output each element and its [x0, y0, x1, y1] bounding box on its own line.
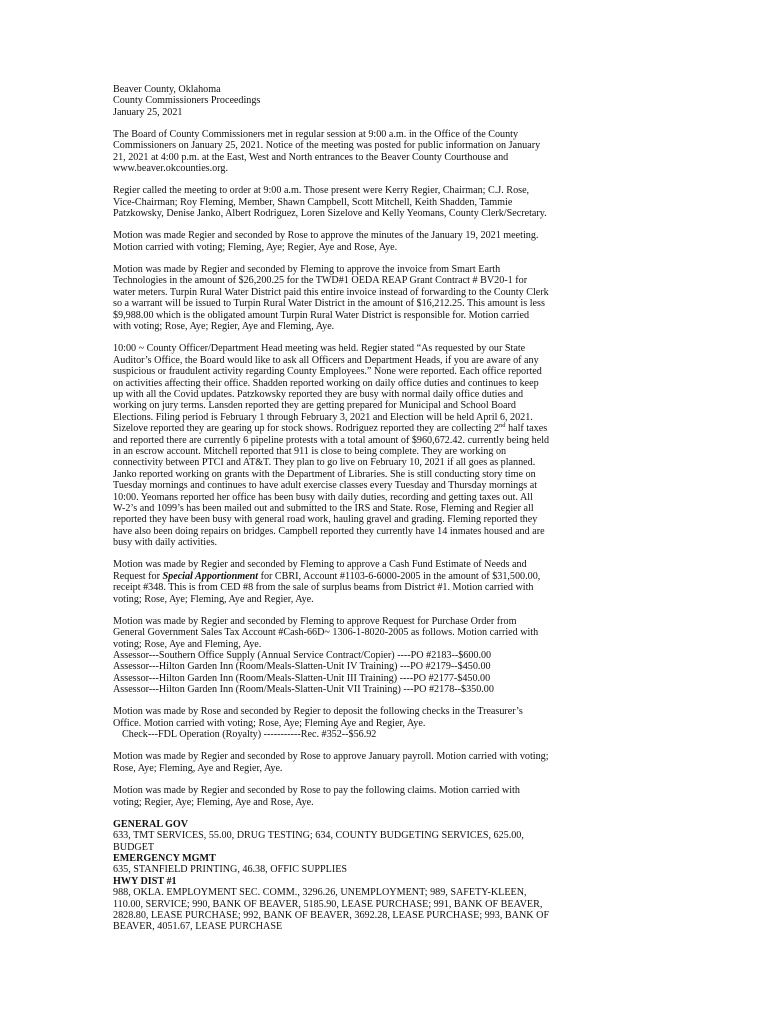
dept-head-line: suspicious or fraudulent activity regarding County Employees.” None were reported. Each office reported — [113, 366, 542, 378]
proceedings-title: County Commissioners Proceedings — [113, 95, 261, 107]
claims-motion-line: voting; Regier, Aye; Fleming, Aye and Rose, Aye. — [113, 796, 314, 808]
claim-line: BEAVER, 4051.67, LEASE PURCHASE — [113, 921, 283, 933]
special-apportionment-text: Special Apportionment — [162, 570, 259, 582]
minutes-line: Motion was made Regier and seconded by Rose to approve the minutes of the January 19, 2021 meeting. — [113, 230, 539, 242]
call-to-order-line: Regier called the meeting to order at 9:00 a.m. Those present were Kerry Regier, Chairman; C.J. Rose, — [113, 185, 530, 197]
dept-head-line: up with all the Covid updates. Patzkowsky reported they are busy with normal daily office duties and — [113, 388, 524, 400]
cash-fund-line: Motion was made by Regier and seconded by Fleming to approve a Cash Fund Estimate of Needs and — [113, 559, 527, 571]
invoice-line: so a warrant will be issued to Turpin Rural Water District in the amount of $16,212.25. This amount is less — [113, 298, 545, 310]
hwy-dist-heading: HWY DIST #1 — [113, 875, 177, 887]
invoice-line: with voting; Rose, Aye; Regier, Aye and Fleming, Aye. — [113, 321, 335, 333]
deposit-paragraph — [113, 706, 661, 740]
invoice-line: Technologies in the amount of $26,200.25 for the TWD#1 OEDA REAP Grant Contract # BV20-1 for — [113, 275, 528, 287]
claims-motion-paragraph — [113, 785, 661, 808]
cash-fund-line-emphasis — [113, 571, 661, 582]
dept-head-line: Tuesday mornings and continues to have adult exercise classes every Tuesday and Thursday mornings at — [113, 480, 538, 492]
minutes-line: Motion carried with voting; Fleming, Aye; Regier, Aye and Rose, Aye. — [113, 241, 398, 253]
claim-line: 633, TMT SERVICES, 55.00, DRUG TESTING; 634, COUNTY BUDGETING SERVICES, 625.00, — [113, 830, 524, 842]
payroll-paragraph — [113, 751, 661, 774]
invoice-line: Motion was made by Regier and seconded by Fleming to approve the invoice from Smart Earth — [113, 264, 501, 276]
intro-paragraph — [113, 129, 661, 175]
dept-head-line: W-2’s and 1099’s has been mailed out and submitted to the IRS and State. Rose, Fleming and Regier all — [113, 502, 534, 514]
ordinal-superscript: nd — [499, 422, 506, 430]
purchase-order-line: voting; Rose, Aye and Fleming, Aye. — [113, 638, 262, 650]
dept-head-line: busy with daily activities. — [113, 537, 218, 549]
claims-list — [113, 819, 661, 933]
sup-line-start: Sizelove reported they are gearing up for stock shows. Rodriguez reported they are collecting 2 — [113, 423, 500, 435]
dept-head-line: working on jury terms. Lansden reported they are getting prepared for Municipal and School Board — [113, 400, 516, 412]
claim-line: 635, STANFIELD PRINTING, 46.38, OFFIC SUPPLIES — [113, 864, 348, 876]
dept-head-line: and reported there are currently 6 pipeline protests with a total amount of $960,672.42. currently being held — [113, 434, 550, 446]
purchase-order-line: Motion was made by Regier and seconded by Fleming to approve Request for Purchase Order from — [113, 615, 517, 627]
dept-head-line: 10:00 ~ County Officer/Department Head meeting was held. Regier stated “As requested by our State — [113, 343, 526, 355]
call-to-order-line: Vice-Chairman; Roy Fleming, Member, Shawn Campbell, Scott Mitchell, Keith Shadden, Tammie — [113, 196, 513, 208]
county-name: Beaver County, Oklahoma — [113, 84, 221, 95]
meeting-date: January 25, 2021 — [113, 106, 183, 118]
claim-line: 2828.80, LEASE PURCHASE; 992, BANK OF BEAVER, 3692.28, LEASE PURCHASE; 993, BANK OF — [113, 909, 550, 921]
cash-fund-prefix: Request for — [113, 570, 163, 582]
emergency-mgmt-heading: EMERGENCY MGMT — [113, 852, 216, 864]
sup-line-end: half taxes — [505, 423, 548, 435]
department-head-paragraph — [113, 343, 661, 548]
deposit-line: Office. Motion carried with voting; Rose, Aye; Fleming Aye and Regier, Aye. — [113, 717, 426, 729]
dept-head-line: in an escrow account. Mitchell reported that 911 is close to being complete. They are working on — [113, 445, 507, 457]
payroll-line: Rose, Aye; Fleming, Aye and Regier, Aye. — [113, 762, 283, 774]
deposit-check-line: Check---FDL Operation (Royalty) -----------Rec. #352--$56.92 — [122, 729, 377, 741]
dept-head-line: connectivity between PTCI and AT&T. They plan to go live on February 10, 2021 if all goes as planned. — [113, 457, 536, 469]
minutes-motion-paragraph — [113, 230, 661, 253]
claim-line: 110.00, SERVICE; 990, BANK OF BEAVER, 5185.90, LEASE PURCHASE; 991, BANK OF BEAVER, — [113, 898, 543, 910]
dept-head-line: reported they have been busy with general road work, hauling gravel and grading. Fleming reported they — [113, 514, 538, 526]
claims-motion-line: Motion was made by Regier and seconded by Rose to pay the following claims. Motion carried with — [113, 785, 520, 797]
dept-head-line-superscript — [113, 423, 661, 434]
purchase-order-item: Assessor---Southern Office Supply (Annual Service Contract/Copier) ----PO #2183--$600.00 — [113, 650, 492, 662]
purchase-order-paragraph — [113, 616, 661, 696]
cash-fund-suffix: for CBRI, Account #1103-6-6000-2005 in the amount of $31,500.00, — [258, 570, 541, 582]
cash-fund-line: voting; Rose, Aye; Fleming, Aye and Regier, Aye. — [113, 593, 314, 605]
intro-line: 21, 2021 at 4:00 p.m. at the East, West and North entrances to the Beaver County Courthouse and — [113, 151, 509, 163]
intro-line: www.beaver.okcounties.org. — [113, 163, 229, 175]
intro-line: The Board of County Commissioners met in regular session at 9:00 a.m. in the Office of the County — [113, 129, 519, 141]
purchase-order-item: Assessor---Hilton Garden Inn (Room/Meals-Slatten-Unit VII Training) ---PO #2178--$350.00 — [113, 684, 494, 696]
invoice-motion-paragraph — [113, 264, 661, 332]
purchase-order-line: General Government Sales Tax Account #Cash-66D~ 1306-1-8020-2005 as follows. Motion carried with — [113, 627, 539, 639]
call-to-order-line: Patzkowsky, Denise Janko, Albert Rodriguez, Loren Sizelove and Kelly Yeomans, County Clerk/Secretary. — [113, 208, 547, 220]
purchase-order-item: Assessor---Hilton Garden Inn (Room/Meals-Slatten-Unit IV Training) ---PO #2179--$450.00 — [113, 661, 491, 673]
claim-line: 988, OKLA. EMPLOYMENT SEC. COMM., 3296.26, UNEMPLOYMENT; 989, SAFETY-KLEEN, — [113, 887, 527, 899]
intro-line: Commissioners on January 25, 2021. Notice of the meeting was posted for public information on January — [113, 140, 541, 152]
cash-fund-paragraph — [113, 559, 661, 605]
purchase-order-item: Assessor---Hilton Garden Inn (Room/Meals-Slatten-Unit III Training) ----PO #2177-$450.00 — [113, 672, 491, 684]
document-page — [113, 84, 661, 933]
claim-line: BUDGET — [113, 841, 155, 853]
cash-fund-line: receipt #348. This is from CED #8 from the sale of surplus beams from District #1. Motion carried with — [113, 582, 534, 594]
call-to-order-paragraph — [113, 185, 661, 219]
deposit-line: Motion was made by Rose and seconded by Regier to deposit the following checks in the Treasurer’s — [113, 706, 523, 718]
general-gov-heading: GENERAL GOV — [113, 818, 189, 830]
dept-head-line: Janko reported working on grants with the Department of Libraries. She is still conducting story time on — [113, 468, 536, 480]
dept-head-line: 10:00. Yeomans reported her office has been busy with daily duties, recording and getting taxes out. All — [113, 491, 533, 503]
document-header — [113, 84, 661, 118]
payroll-line: Motion was made by Regier and seconded by Rose to approve January payroll. Motion carried with voting; — [113, 751, 549, 763]
dept-head-line: Elections. Filing period is February 1 through February 3, 2021 and Election will be held April 6, 2021. — [113, 411, 533, 423]
dept-head-line: on activities affecting their office. Shadden reported working on daily office duties and continues to keep — [113, 377, 539, 389]
invoice-line: $9,988.00 which is the obligated amount Turpin Rural Water District is responsible for. Motion carried — [113, 309, 530, 321]
invoice-line: water meters. Turpin Rural Water District paid this entire invoice instead of forwarding to the County Clerk — [113, 286, 549, 298]
dept-head-line: have also been doing repairs on bridges. Campbell reported they currently have 14 inmates housed and are — [113, 525, 545, 537]
dept-head-line: Auditor’s Office, the Board would like to ask all Officers and Department Heads, if you are aware of any — [113, 354, 539, 366]
